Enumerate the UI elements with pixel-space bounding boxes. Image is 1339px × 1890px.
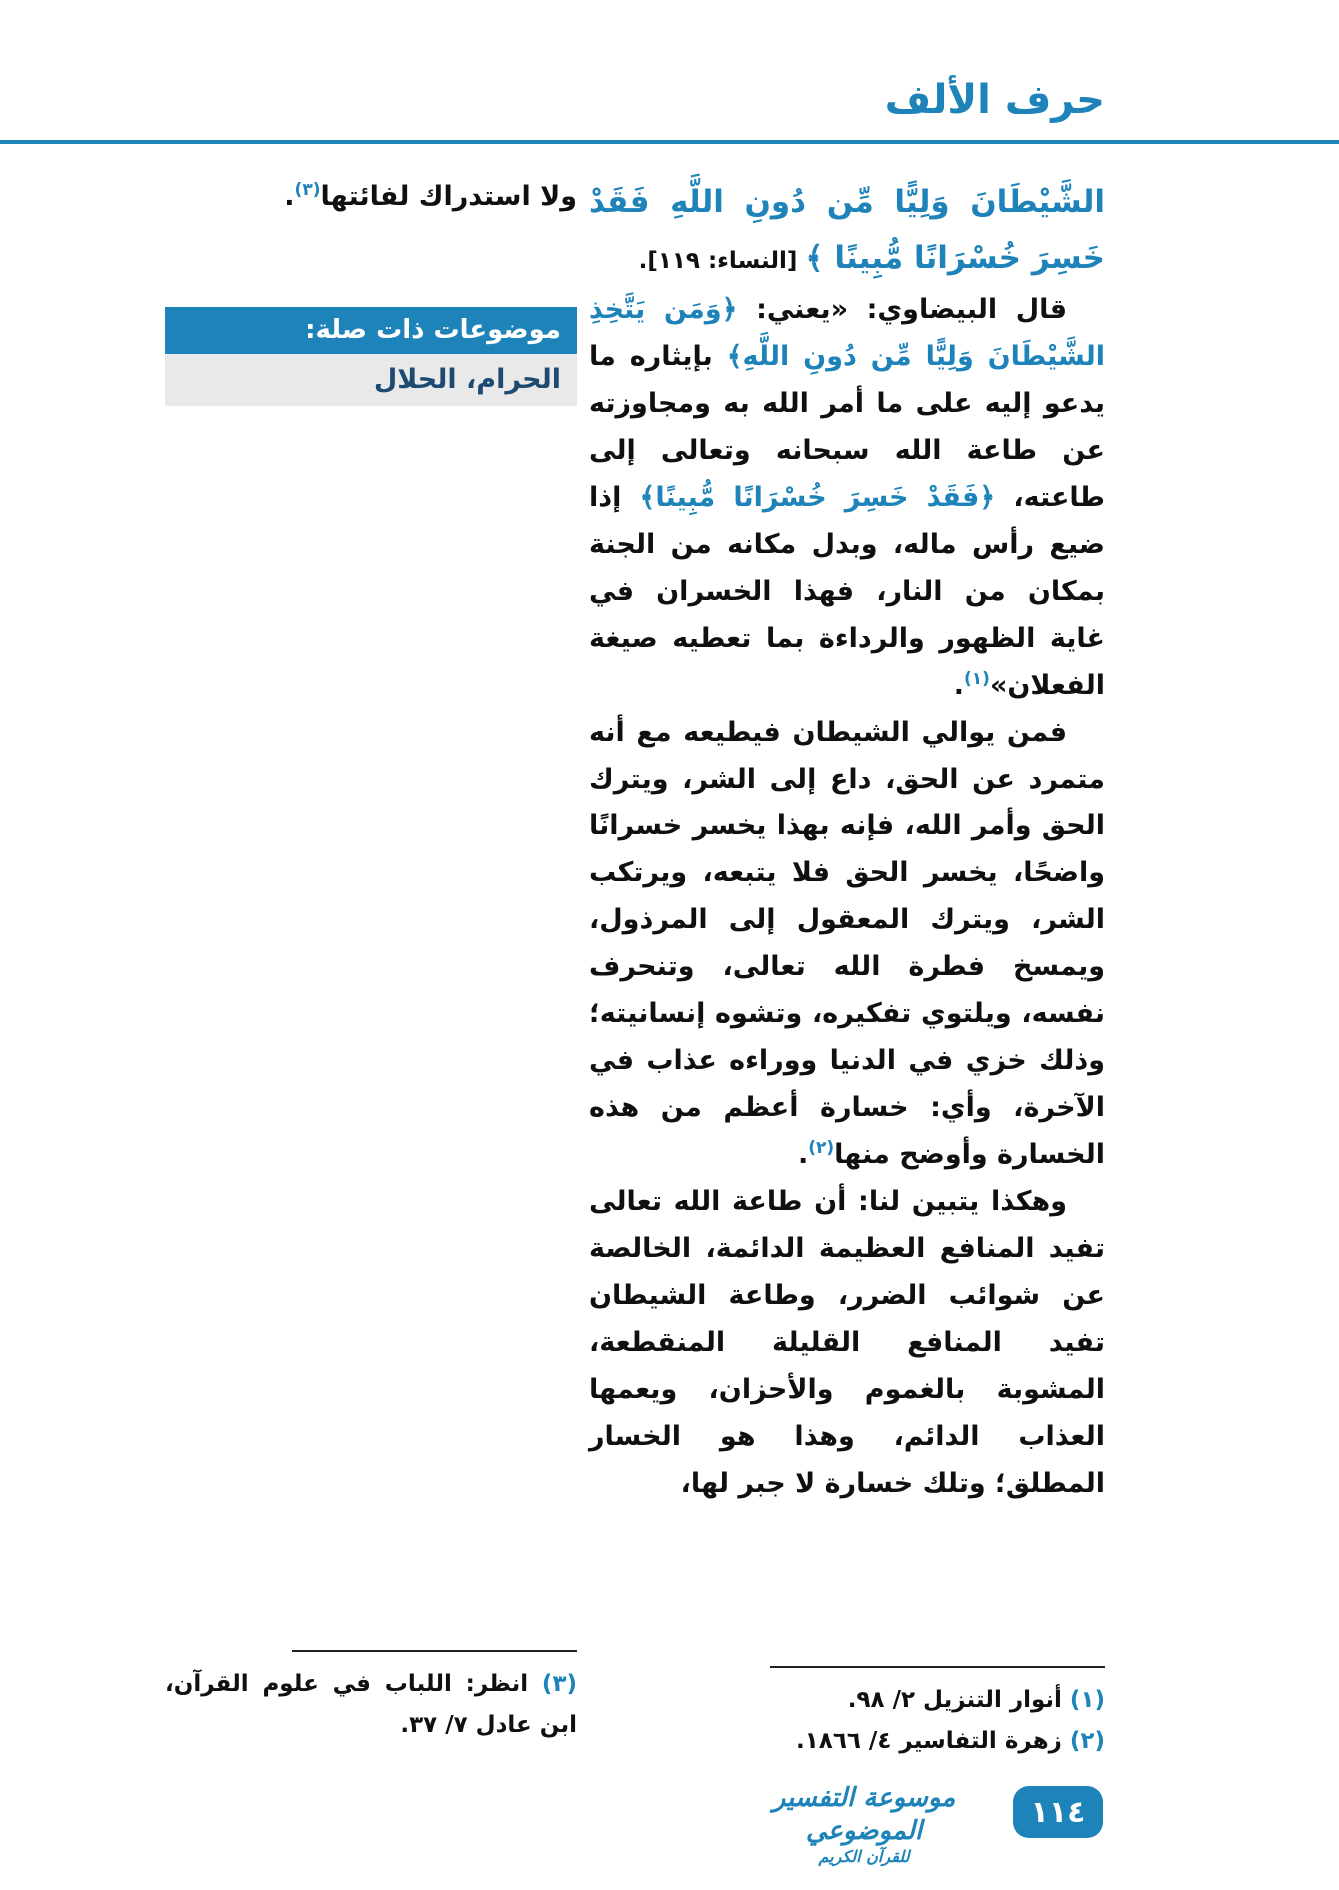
- footnote-reference: (١): [963, 668, 990, 689]
- body-text: .: [797, 1139, 809, 1171]
- footnote-1: [589, 1680, 1105, 1721]
- commentary-paragraph-3: [589, 1179, 1105, 1508]
- page-number: ١١٤: [1030, 1794, 1086, 1830]
- footnote-reference: (٣): [294, 180, 321, 200]
- footnote-3: [165, 1664, 577, 1747]
- footnote-2: [589, 1721, 1105, 1762]
- commentary-paragraph-1: [589, 287, 1105, 710]
- footnote-number: (٣): [541, 1671, 577, 1697]
- logo-title: موسوعة التفسير الموضوعي: [772, 1783, 956, 1846]
- footnote-number: (١): [1069, 1687, 1105, 1713]
- body-text: إذا ضيع رأس ماله، وبدل مكانه من الجنة بمكان من النار، فهذا الخسران في غاية الظهور والرداءة بما تعطيه صيغة الفعلان»: [589, 481, 1105, 701]
- verse-source-reference: [النساء: ١١٩].: [638, 248, 806, 275]
- commentary-paragraph-2: [589, 710, 1105, 1180]
- quran-verse-continuation: [589, 174, 1105, 287]
- related-topics-value: الحرام، الحلال: [165, 354, 577, 406]
- body-text: قال البيضاوي: «يعني:: [737, 293, 1068, 325]
- paragraph-continuation-note: [165, 174, 577, 221]
- body-text: .: [953, 669, 964, 701]
- body-text: ولا استدراك لفائتها: [320, 181, 577, 212]
- body-text: فمن يوالي الشيطان فيطيعه مع أنه متمرد عن الحق، داع إلى الشر، ويترك الحق وأمر الله، فإنه بهذا يخسر خسرانًا واضحًا، يخسر الحق فلا يتبعه، ويرتكب الشر، ويترك المعقول إلى المرذول، ويمسخ فطرة الله تعالى، وتنحرف نفسه، ويلتوي تفكيره، وتشوه إنسانيته؛ وذلك خزي في الدنيا ووراءه عذاب في الآخرة، وأي: خسارة أعظم من هذه الخسارة وأوضح منها: [589, 716, 1105, 1171]
- footnote-number: (٢): [1069, 1728, 1105, 1755]
- quran-quote: ﴿فَقَدْ خَسِرَ خُسْرَانًا مُّبِينًا﴾: [639, 481, 996, 513]
- quran-quote: ﴿وَمَن يَتَّخِذِ الشَّيْطَانَ وَلِيًّا مِّن دُونِ اللَّهِ﴾: [589, 293, 1105, 372]
- page-header: [0, 0, 1339, 130]
- footnotes-main-column: [589, 1666, 1105, 1763]
- footnote-separator: [292, 1650, 577, 1652]
- main-text-column: [589, 174, 1105, 1508]
- logo-subtitle: للقرآن الكريم: [818, 1847, 910, 1866]
- body-text: بإيثاره ما يدعو إليه على ما أمر الله به ومجاوزته عن طاعة الله سبحانه وتعالى إلى طاعته،: [589, 340, 1105, 513]
- footnote-reference: (٢): [808, 1138, 835, 1159]
- chapter-title: حرف الألف: [884, 77, 1105, 123]
- page-content: [0, 144, 1339, 1508]
- page-number-badge: [1013, 1786, 1103, 1838]
- body-text: وهكذا يتبين لنا: أن طاعة الله تعالى تفيد المنافع العظيمة الدائمة، الخالصة عن شوائب الضرر، وطاعة الشيطان تفيد المنافع القليلة المنقطعة، المشوبة بالغموم والأحزان، ويعمها العذاب الدائم، وهذا هو الخسار المطلق؛ وتلك خسارة لا جبر لها،: [589, 1186, 1105, 1500]
- footnote-text: زهرة التفاسير ٤/ ١٨٦٦.: [796, 1728, 1062, 1755]
- body-text: .: [284, 181, 295, 212]
- footnotes-side-column: [165, 1650, 577, 1747]
- footnote-separator: [770, 1666, 1105, 1668]
- quran-quote: الشَّيْطَانَ وَلِيًّا مِّن دُونِ اللَّهِ فَقَدْ خَسِرَ خُسْرَانًا مُّبِينًا ﴾: [589, 184, 1105, 277]
- publisher-calligraphy-logo: [734, 1782, 994, 1866]
- footnote-text: أنوار التنزيل ٢/ ٩٨.: [847, 1687, 1062, 1713]
- related-topics-box: [165, 307, 577, 406]
- related-topics-header: موضوعات ذات صلة:: [165, 307, 577, 354]
- side-column: [165, 174, 577, 406]
- footnote-text: انظر: اللباب في علوم القرآن، ابن عادل ٧/ ٣٧.: [165, 1671, 577, 1739]
